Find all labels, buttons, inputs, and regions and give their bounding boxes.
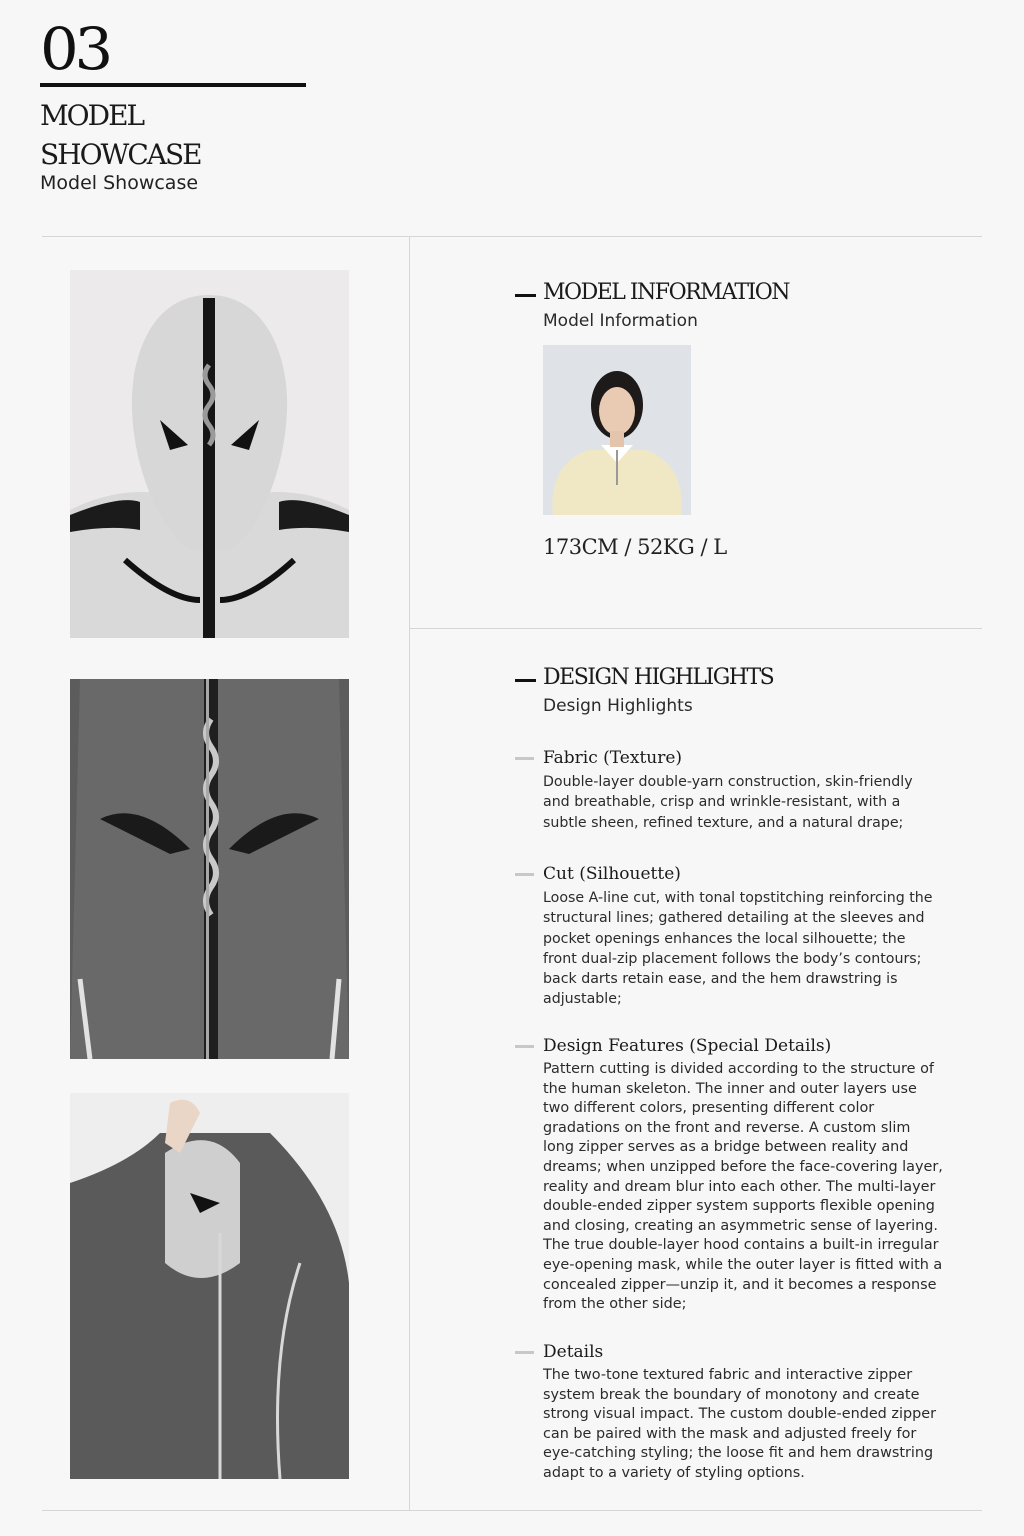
photo-hood-lifted <box>70 1093 349 1479</box>
highlight-body: Pattern cutting is divided according to the structure of the human skeleton. The inner and outer layers use two different colors, presenting different color gradations on the front and reverse. A custom slim long zipper serves as a bridge between reality and dreams; when unzipped before the face-covering layer, reality and dream blur into each other. The multi-layer double-ended zipper system supports flexible opening and closing, creating an asymmetric sense of layering. The true double-layer hood contains a built-in irregular eye-opening mask, while the outer layer is fitted with a concealed zipper—unzip it, and it becomes a response from the other side; <box>543 1061 943 1313</box>
highlight-details <box>515 1341 945 1484</box>
section-subtitle: Model Showcase <box>40 172 199 194</box>
item-dash <box>515 757 534 760</box>
heading-dash <box>515 294 536 297</box>
highlight-body: Double-layer double-yarn construction, skin-friendly and breathable, crisp and wrinkle-resistant, with a subtle sheen, refined texture, and a natural drape; <box>543 774 913 831</box>
item-dash <box>515 1045 534 1048</box>
model-portrait <box>543 345 691 515</box>
highlight-design-features <box>515 1035 945 1315</box>
highlight-cut <box>515 863 945 1010</box>
model-information-title: MODEL INFORMATION <box>543 280 790 305</box>
section-divider <box>410 628 982 629</box>
item-dash <box>515 873 534 876</box>
column-divider <box>409 236 410 1511</box>
item-dash <box>515 1351 534 1354</box>
model-information-subtitle: Model Information <box>543 311 698 331</box>
highlight-title: Fabric (Texture) <box>543 748 683 768</box>
section-number: 03 <box>40 15 110 83</box>
highlight-body: Loose A-line cut, with tonal topstitching reinforcing the structural lines; gathered detailing at the sleeves and pocket openings enhances the local silhouette; the front dual-zip placement follows the body’s contours; back darts retain ease, and the hem drawstring is adjustable; <box>543 890 933 1008</box>
highlight-title: Design Features (Special Details) <box>543 1036 832 1056</box>
highlight-title: Cut (Silhouette) <box>543 864 681 884</box>
header-rule <box>40 83 306 87</box>
section-title: MODEL SHOWCASE <box>40 99 201 171</box>
model-stats: 173CM / 52KG / L <box>543 535 727 559</box>
bottom-divider <box>42 1510 982 1511</box>
highlight-body: The two-tone textured fabric and interactive zipper system break the boundary of monotony and create strong visual impact. The custom double-ended zipper can be paired with the mask and adjusted freely for eye-catching styling; the loose fit and hem drawstring adapt to a variety of styling options. <box>543 1367 936 1481</box>
highlight-title: Details <box>543 1342 604 1362</box>
photo-dark-hood-closeup <box>70 679 349 1059</box>
heading-dash <box>515 679 536 682</box>
design-highlights-subtitle: Design Highlights <box>543 696 693 716</box>
design-highlights-title: DESIGN HIGHLIGHTS <box>543 665 774 690</box>
highlight-fabric <box>515 747 945 833</box>
top-divider <box>42 236 982 237</box>
photo-light-hood-closeup <box>70 270 349 638</box>
